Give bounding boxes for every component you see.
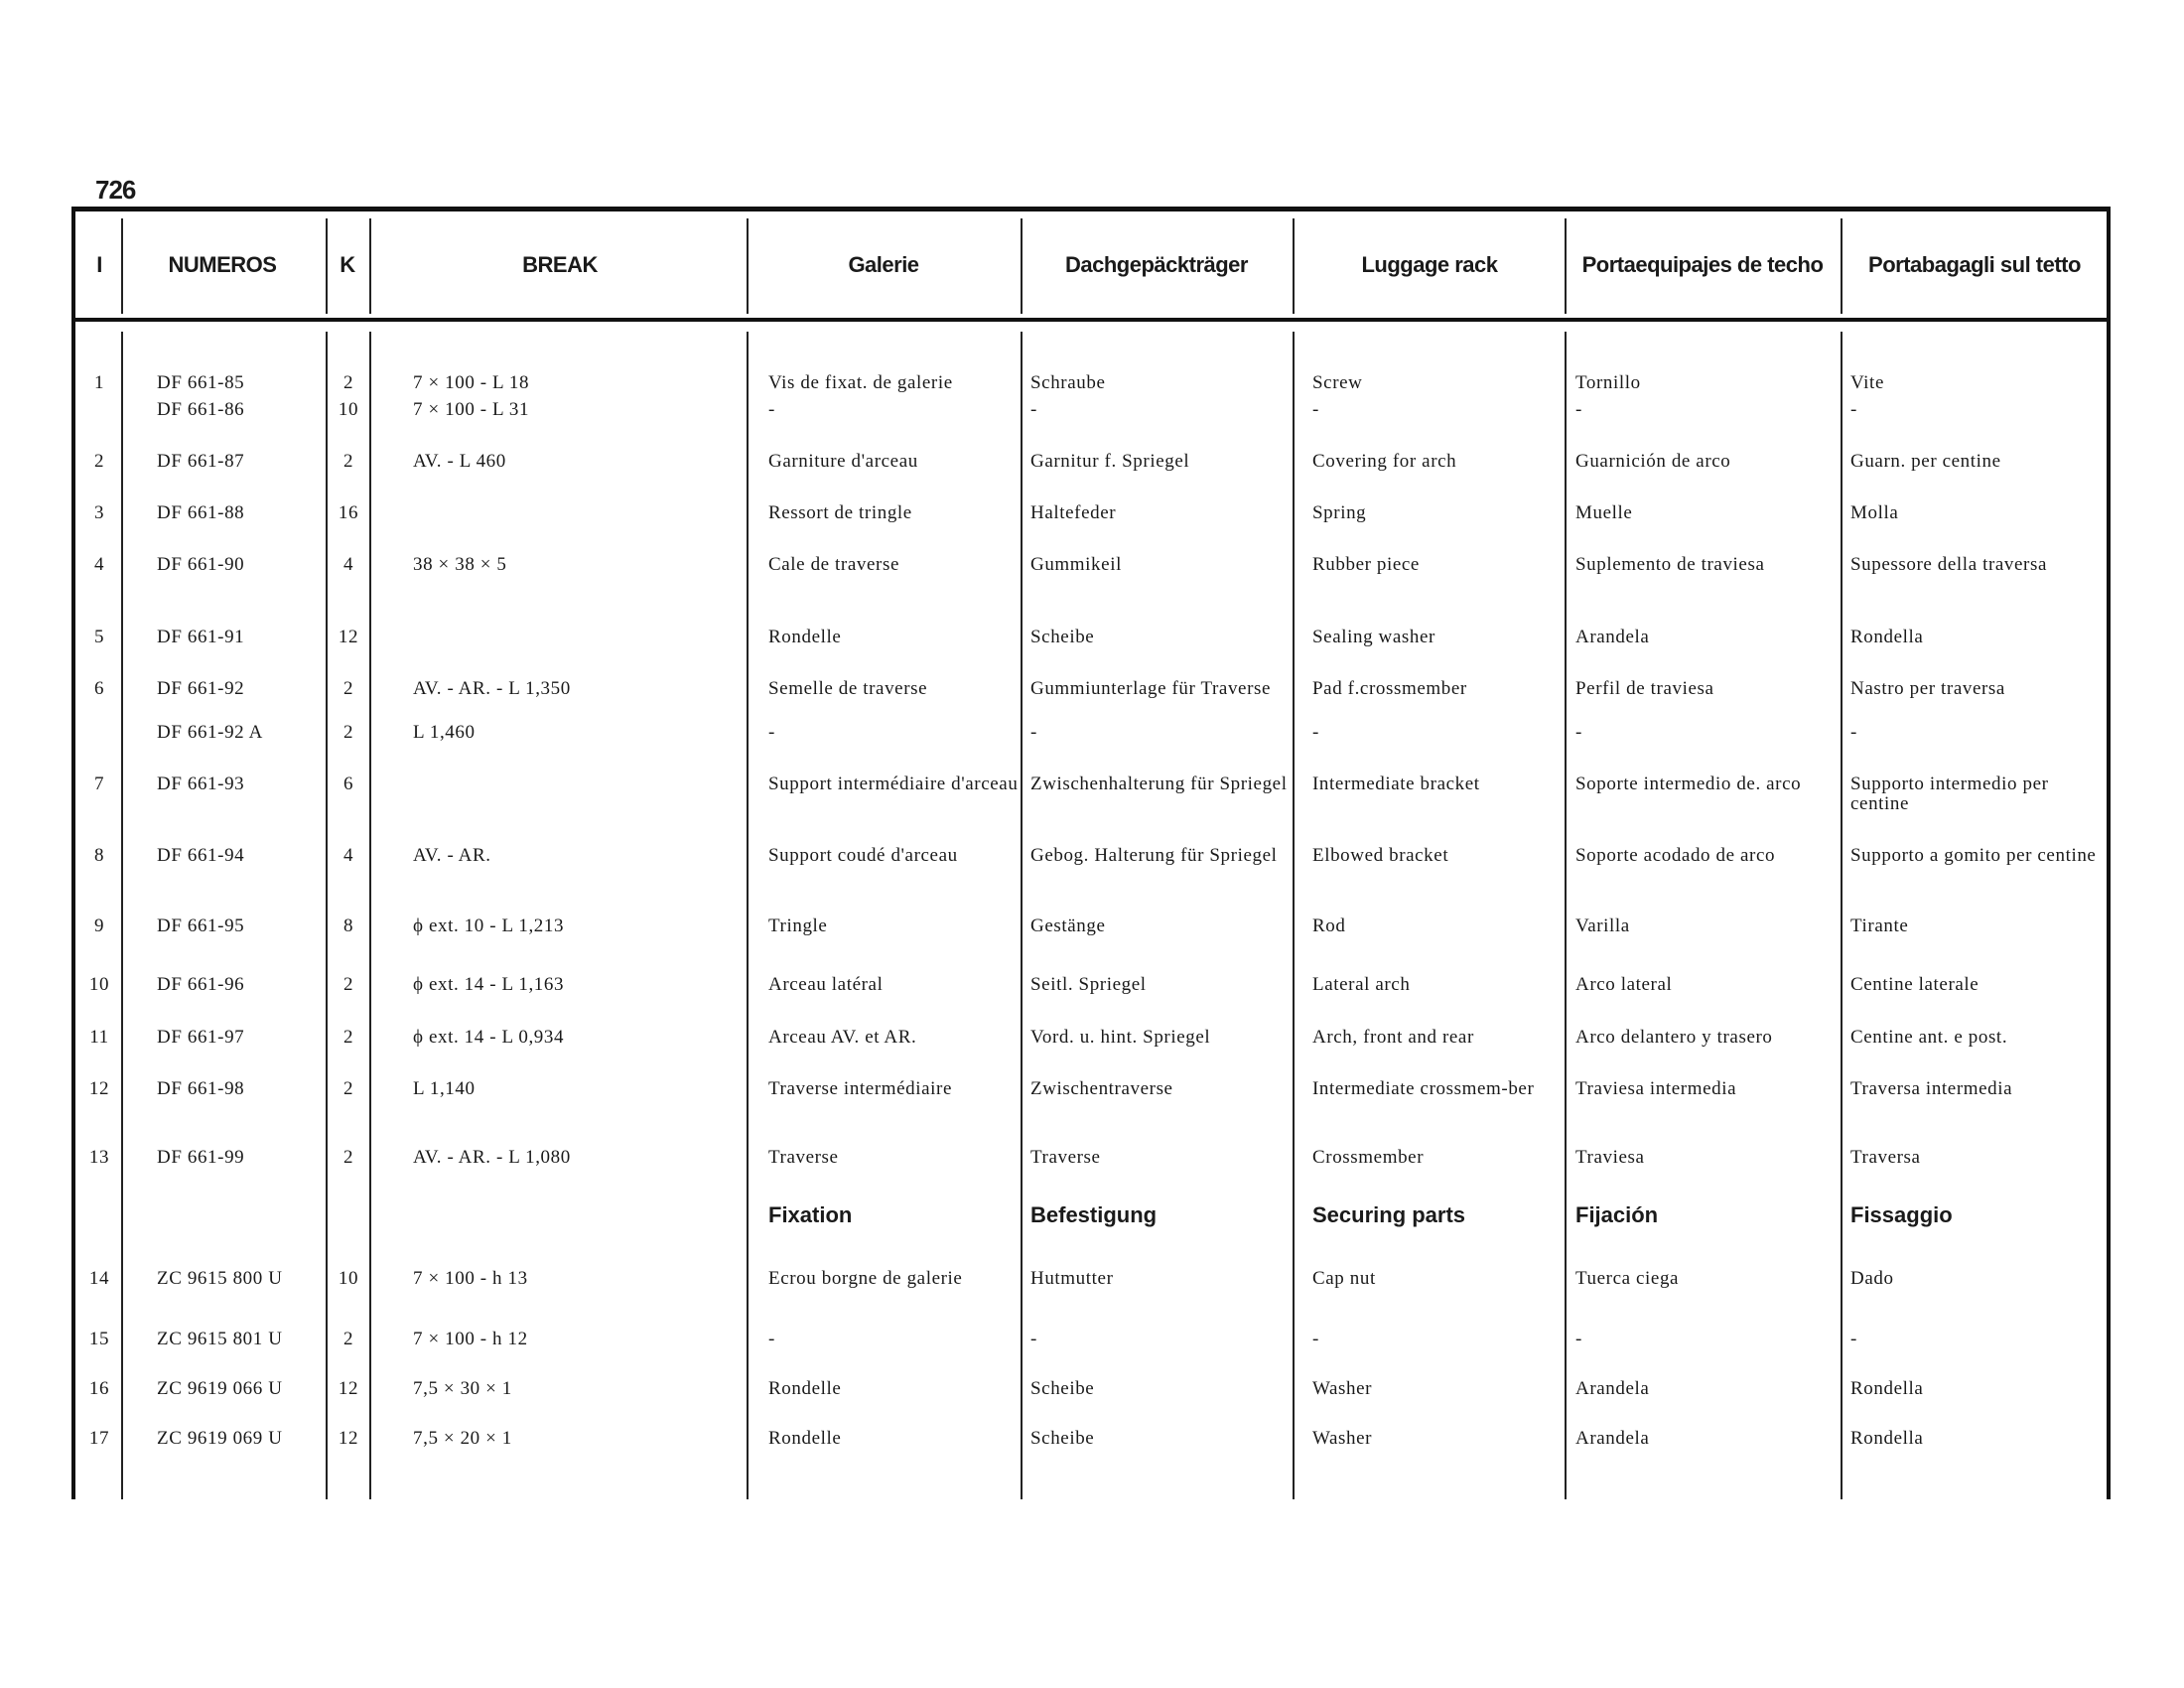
desc-italian: - bbox=[1850, 722, 1857, 743]
desc-german: Traverse bbox=[1030, 1147, 1101, 1168]
desc-english: Intermediate bracket bbox=[1312, 774, 1480, 794]
break-spec: 7 × 100 - L 18 bbox=[413, 372, 530, 393]
desc-italian: Vite bbox=[1850, 372, 1884, 393]
desc-english: Sealing washer bbox=[1312, 627, 1435, 647]
desc-german: Gummiunterlage für Traverse bbox=[1030, 678, 1272, 699]
desc-italian: Supporto a gomito per centine bbox=[1850, 845, 2097, 866]
header-divider bbox=[369, 218, 371, 314]
desc-french: Support intermédiaire d'arceau bbox=[768, 774, 1019, 794]
desc-french: - bbox=[768, 722, 775, 743]
desc-italian: Traversa intermedia bbox=[1850, 1078, 2013, 1099]
desc-german: Vord. u. hint. Spriegel bbox=[1030, 1027, 1211, 1048]
row-index: 4 bbox=[93, 554, 105, 575]
quantity: 4 bbox=[342, 845, 354, 866]
desc-english: Arch, front and rear bbox=[1312, 1027, 1474, 1048]
desc-german: - bbox=[1030, 1329, 1037, 1349]
desc-italian: - bbox=[1850, 1329, 1857, 1349]
left-rule bbox=[71, 207, 75, 1499]
header-divider bbox=[1021, 218, 1023, 314]
part-number: ZC 9619 069 U bbox=[157, 1428, 283, 1449]
desc-english: - bbox=[1312, 399, 1319, 420]
row-index: 7 bbox=[93, 774, 105, 794]
desc-spanish: - bbox=[1575, 722, 1582, 743]
row-index: 15 bbox=[88, 1329, 110, 1349]
desc-french: Traverse bbox=[768, 1147, 839, 1168]
desc-spanish: Soporte acodado de arco bbox=[1575, 845, 1776, 866]
header-divider bbox=[1841, 218, 1843, 314]
part-number: DF 661-94 bbox=[157, 845, 245, 866]
break-spec: 7 × 100 - L 31 bbox=[413, 399, 530, 420]
desc-spanish: - bbox=[1575, 399, 1582, 420]
desc-spanish: Muelle bbox=[1575, 502, 1633, 523]
desc-german: Gebog. Halterung für Spriegel bbox=[1030, 845, 1278, 866]
desc-spanish: Arco lateral bbox=[1575, 974, 1673, 995]
desc-german: Befestigung bbox=[1030, 1202, 1158, 1227]
desc-german: Schraube bbox=[1030, 372, 1106, 393]
desc-french: Tringle bbox=[768, 915, 828, 936]
desc-french: Fixation bbox=[768, 1202, 853, 1227]
desc-french: Rondelle bbox=[768, 1428, 842, 1449]
desc-spanish: Traviesa intermedia bbox=[1575, 1078, 1737, 1099]
desc-italian: Fissaggio bbox=[1850, 1202, 1953, 1227]
quantity: 10 bbox=[338, 1268, 359, 1289]
desc-italian: Centine laterale bbox=[1850, 974, 1979, 995]
desc-spanish: Perfil de traviesa bbox=[1575, 678, 1714, 699]
row-index: 16 bbox=[88, 1378, 110, 1399]
quantity: 2 bbox=[342, 1329, 354, 1349]
desc-french: Rondelle bbox=[768, 1378, 842, 1399]
desc-spanish: Tornillo bbox=[1575, 372, 1641, 393]
quantity: 4 bbox=[342, 554, 354, 575]
desc-german: Gummikeil bbox=[1030, 554, 1122, 575]
desc-french: Semelle de traverse bbox=[768, 678, 928, 699]
row-index: 17 bbox=[88, 1428, 110, 1449]
desc-english: Intermediate crossmem-ber bbox=[1312, 1078, 1535, 1099]
desc-english: Pad f.crossmember bbox=[1312, 678, 1467, 699]
header-k: K bbox=[340, 252, 355, 277]
row-index: 13 bbox=[88, 1147, 110, 1168]
desc-german: Zwischentraverse bbox=[1030, 1078, 1173, 1099]
row-index: 10 bbox=[88, 974, 110, 995]
desc-english: Crossmember bbox=[1312, 1147, 1425, 1168]
header-break: BREAK bbox=[522, 252, 598, 277]
desc-english: Rod bbox=[1312, 915, 1346, 936]
row-index: 6 bbox=[93, 678, 105, 699]
quantity: 2 bbox=[342, 678, 354, 699]
part-number: DF 661-87 bbox=[157, 451, 245, 472]
desc-english: Washer bbox=[1312, 1428, 1373, 1449]
header-galerie: Galerie bbox=[848, 252, 919, 277]
header-luggage-rack: Luggage rack bbox=[1361, 252, 1498, 277]
desc-italian: Rondella bbox=[1850, 1378, 1924, 1399]
row-index: 2 bbox=[93, 451, 105, 472]
column-divider bbox=[121, 332, 123, 1499]
break-spec: 7,5 × 30 × 1 bbox=[413, 1378, 512, 1399]
part-number: DF 661-92 bbox=[157, 678, 245, 699]
desc-spanish: Fijación bbox=[1575, 1202, 1659, 1227]
desc-spanish: Arandela bbox=[1575, 627, 1650, 647]
quantity: 12 bbox=[338, 1428, 359, 1449]
desc-italian: Tirante bbox=[1850, 915, 1909, 936]
table-header bbox=[71, 218, 2111, 312]
desc-italian: Rondella bbox=[1850, 1428, 1924, 1449]
break-spec: 7 × 100 - h 12 bbox=[413, 1329, 528, 1349]
row-index: 14 bbox=[88, 1268, 110, 1289]
desc-spanish: Arandela bbox=[1575, 1378, 1650, 1399]
part-number: DF 661-98 bbox=[157, 1078, 245, 1099]
desc-spanish: - bbox=[1575, 1329, 1582, 1349]
row-index: 8 bbox=[93, 845, 105, 866]
desc-german: Haltefeder bbox=[1030, 502, 1117, 523]
desc-german: Hutmutter bbox=[1030, 1268, 1114, 1289]
desc-english: Screw bbox=[1312, 372, 1363, 393]
break-spec: L 1,460 bbox=[413, 722, 476, 743]
break-spec: ϕ ext. 14 - L 1,163 bbox=[413, 974, 565, 995]
parts-table bbox=[71, 207, 2111, 1499]
header-divider bbox=[1565, 218, 1567, 314]
header-portaequipajes: Portaequipajes de techo bbox=[1581, 252, 1824, 277]
header-divider bbox=[121, 218, 123, 314]
desc-italian: - bbox=[1850, 399, 1857, 420]
quantity: 2 bbox=[342, 1078, 354, 1099]
desc-spanish: Arandela bbox=[1575, 1428, 1650, 1449]
quantity: 6 bbox=[342, 774, 354, 794]
desc-german: Scheibe bbox=[1030, 1378, 1095, 1399]
quantity: 12 bbox=[338, 1378, 359, 1399]
quantity: 2 bbox=[342, 451, 354, 472]
break-spec: AV. - L 460 bbox=[413, 451, 506, 472]
break-spec: 7 × 100 - h 13 bbox=[413, 1268, 528, 1289]
desc-german: Seitl. Spriegel bbox=[1030, 974, 1147, 995]
desc-italian: Molla bbox=[1850, 502, 1899, 523]
part-number: DF 661-91 bbox=[157, 627, 245, 647]
break-spec: 7,5 × 20 × 1 bbox=[413, 1428, 512, 1449]
desc-french: Cale de traverse bbox=[768, 554, 899, 575]
top-rule bbox=[71, 207, 2111, 211]
part-number: DF 661-90 bbox=[157, 554, 245, 575]
part-number: DF 661-92 A bbox=[157, 722, 263, 743]
desc-spanish: Guarnición de arco bbox=[1575, 451, 1731, 472]
desc-german: - bbox=[1030, 399, 1037, 420]
desc-spanish: Soporte intermedio de. arco bbox=[1575, 774, 1802, 794]
part-number: DF 661-88 bbox=[157, 502, 245, 523]
desc-spanish: Traviesa bbox=[1575, 1147, 1645, 1168]
quantity: 2 bbox=[342, 974, 354, 995]
part-number: DF 661-99 bbox=[157, 1147, 245, 1168]
quantity: 8 bbox=[342, 915, 354, 936]
desc-german: - bbox=[1030, 722, 1037, 743]
quantity: 10 bbox=[338, 399, 359, 420]
part-number: ZC 9619 066 U bbox=[157, 1378, 283, 1399]
row-index: 12 bbox=[88, 1078, 110, 1099]
break-spec: AV. - AR. - L 1,350 bbox=[413, 678, 571, 699]
break-spec: L 1,140 bbox=[413, 1078, 476, 1099]
part-number: DF 661-85 bbox=[157, 372, 245, 393]
part-number: DF 661-86 bbox=[157, 399, 245, 420]
desc-german: Scheibe bbox=[1030, 1428, 1095, 1449]
desc-english: Covering for arch bbox=[1312, 451, 1457, 472]
quantity: 16 bbox=[338, 502, 359, 523]
quantity: 12 bbox=[338, 627, 359, 647]
column-divider bbox=[747, 332, 749, 1499]
break-spec: ϕ ext. 10 - L 1,213 bbox=[413, 915, 565, 936]
desc-french: Ecrou borgne de galerie bbox=[768, 1268, 963, 1289]
row-index: 3 bbox=[93, 502, 105, 523]
desc-english: Elbowed bracket bbox=[1312, 845, 1449, 866]
column-divider bbox=[369, 332, 371, 1499]
desc-german: Gestänge bbox=[1030, 915, 1106, 936]
quantity: 2 bbox=[342, 1027, 354, 1048]
desc-spanish: Suplemento de traviesa bbox=[1575, 554, 1765, 575]
desc-german: Scheibe bbox=[1030, 627, 1095, 647]
break-spec: AV. - AR. - L 1,080 bbox=[413, 1147, 571, 1168]
header-rule bbox=[71, 318, 2111, 322]
desc-french: Garniture d'arceau bbox=[768, 451, 918, 472]
desc-french: Vis de fixat. de galerie bbox=[768, 372, 953, 393]
desc-french: Arceau latéral bbox=[768, 974, 884, 995]
part-number: DF 661-97 bbox=[157, 1027, 245, 1048]
desc-french: - bbox=[768, 399, 775, 420]
desc-french: Traverse intermédiaire bbox=[768, 1078, 953, 1099]
part-number: ZC 9615 800 U bbox=[157, 1268, 283, 1289]
part-number: DF 661-96 bbox=[157, 974, 245, 995]
part-number: DF 661-95 bbox=[157, 915, 245, 936]
desc-english: Cap nut bbox=[1312, 1268, 1376, 1289]
break-spec: 38 × 38 × 5 bbox=[413, 554, 507, 575]
break-spec: ϕ ext. 14 - L 0,934 bbox=[413, 1027, 565, 1048]
desc-italian: Rondella bbox=[1850, 627, 1924, 647]
desc-french: Arceau AV. et AR. bbox=[768, 1027, 917, 1048]
part-number: DF 661-93 bbox=[157, 774, 245, 794]
desc-english: Lateral arch bbox=[1312, 974, 1411, 995]
desc-english: Securing parts bbox=[1312, 1202, 1466, 1227]
desc-italian: Supporto intermedio per centine bbox=[1850, 774, 2049, 814]
desc-italian: Centine ant. e post. bbox=[1850, 1027, 2008, 1048]
desc-french: Ressort de tringle bbox=[768, 502, 912, 523]
column-divider bbox=[326, 332, 328, 1499]
header-portabagagli: Portabagagli sul tetto bbox=[1868, 252, 2081, 277]
desc-english: - bbox=[1312, 722, 1319, 743]
desc-english: Spring bbox=[1312, 502, 1367, 523]
desc-italian: Traversa bbox=[1850, 1147, 1921, 1168]
row-index: 9 bbox=[93, 915, 105, 936]
quantity: 2 bbox=[342, 1147, 354, 1168]
desc-italian: Dado bbox=[1850, 1268, 1894, 1289]
quantity: 2 bbox=[342, 372, 354, 393]
desc-french: Support coudé d'arceau bbox=[768, 845, 958, 866]
desc-german: Garnitur f. Spriegel bbox=[1030, 451, 1190, 472]
break-spec: AV. - AR. bbox=[413, 845, 491, 866]
row-index: 1 bbox=[93, 372, 105, 393]
page-number: 726 bbox=[95, 175, 136, 205]
header-dachgepacktrager: Dachgepäckträger bbox=[1065, 252, 1248, 277]
desc-spanish: Tuerca ciega bbox=[1575, 1268, 1680, 1289]
quantity: 2 bbox=[342, 722, 354, 743]
desc-french: Rondelle bbox=[768, 627, 842, 647]
desc-english: Rubber piece bbox=[1312, 554, 1420, 575]
desc-italian: Supessore della traversa bbox=[1850, 554, 2047, 575]
header-index: I bbox=[96, 252, 102, 277]
header-divider bbox=[326, 218, 328, 314]
header-divider bbox=[1293, 218, 1295, 314]
desc-english: - bbox=[1312, 1329, 1319, 1349]
header-divider bbox=[747, 218, 749, 314]
desc-italian: Nastro per traversa bbox=[1850, 678, 2005, 699]
row-index: 11 bbox=[89, 1027, 109, 1048]
desc-italian: Guarn. per centine bbox=[1850, 451, 2001, 472]
desc-spanish: Varilla bbox=[1575, 915, 1630, 936]
desc-spanish: Arco delantero y trasero bbox=[1575, 1027, 1773, 1048]
header-numeros: NUMEROS bbox=[168, 252, 277, 277]
part-number: ZC 9615 801 U bbox=[157, 1329, 283, 1349]
desc-german: Zwischenhalterung für Spriegel bbox=[1030, 774, 1288, 794]
row-index: 5 bbox=[93, 627, 105, 647]
desc-english: Washer bbox=[1312, 1378, 1373, 1399]
desc-french: - bbox=[768, 1329, 775, 1349]
